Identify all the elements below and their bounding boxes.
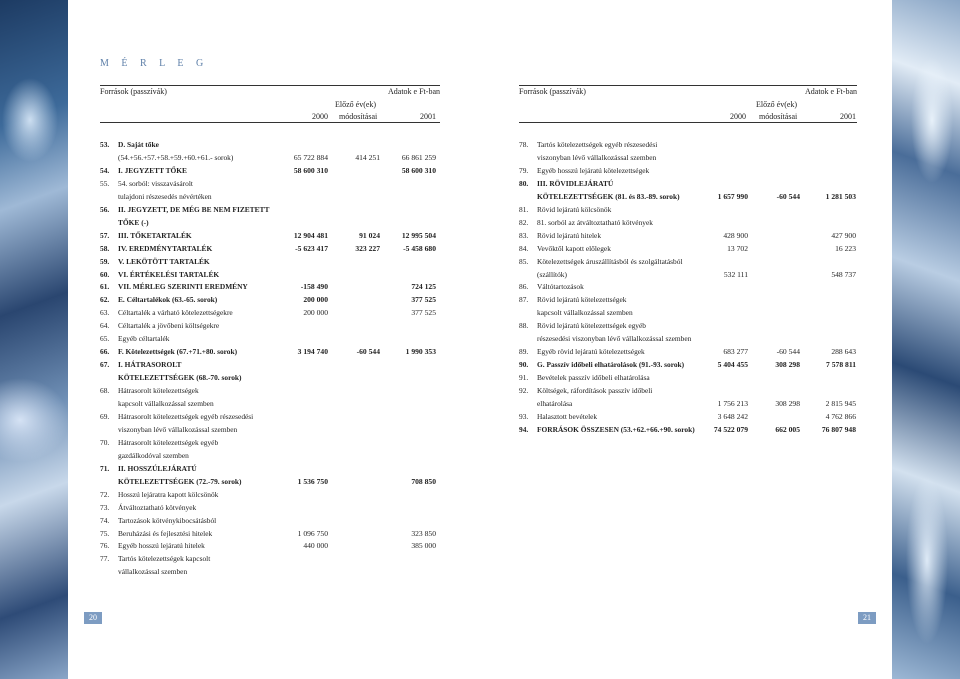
row-label: Bevételek passzív időbeli elhatárolása [537, 373, 650, 383]
row-number: 62. [100, 295, 110, 305]
row-label: Egyéb rövid lejáratú kötelezettségek [537, 347, 645, 357]
value-modification: 662 005 [775, 424, 800, 434]
row-number: 81. [519, 204, 529, 214]
value-2001: 12 995 504 [401, 230, 436, 240]
value-modification: -60 544 [356, 347, 380, 357]
year-2000-header: 2000 [312, 112, 328, 121]
row-label: gazdálkodóval szemben [118, 450, 189, 460]
row-label: Vevőktől kapott előlegek [537, 243, 611, 253]
row-label: III. TŐKETARTALÉK [118, 230, 192, 240]
value-2000: 3 648 242 [717, 411, 748, 421]
row-number: 70. [100, 437, 110, 447]
value-2000: 440 000 [303, 541, 328, 551]
value-2000: -158 490 [300, 282, 328, 292]
row-number: 66. [100, 347, 110, 357]
left-photo-strip [0, 0, 68, 679]
row-label: KÖTELEZETTSÉGEK (68.-70. sorok) [118, 373, 242, 383]
value-2001: 76 807 948 [821, 424, 856, 434]
row-label: Egyéb céltartalék [118, 334, 170, 344]
units-header: Adatok e Ft-ban [388, 87, 440, 96]
row-label: viszonyban lévő vállalkozással szemben [118, 424, 238, 434]
row-label: KÖTELEZETTSÉGEK (81. és 83.-89. sorok) [537, 191, 680, 201]
value-2000: 13 702 [727, 243, 748, 253]
row-number: 56. [100, 204, 110, 214]
right-photo-strip [892, 0, 960, 679]
value-2001: 377 525 [411, 308, 436, 318]
row-label: Egyéb hosszú lejáratú hitelek [118, 541, 205, 551]
value-2000: 74 522 079 [713, 424, 748, 434]
row-number: 78. [519, 140, 529, 149]
row-label: Céltartalék a várható kötelezettségekre [118, 308, 233, 318]
row-label: III. RÖVIDLEJÁRATÚ [537, 178, 614, 188]
row-number: 69. [100, 411, 110, 421]
row-label: részesedési viszonyban lévő vállalkozással szemben [537, 334, 692, 344]
value-modification: -60 544 [776, 191, 800, 201]
value-2001: -5 458 680 [403, 243, 436, 253]
row-label: Átváltoztatható kötvények [118, 502, 197, 512]
row-number: 84. [519, 243, 529, 253]
value-2001: 1 281 503 [825, 191, 856, 201]
row-number: 68. [100, 386, 110, 396]
row-label: I. HÁTRASOROLT [118, 360, 182, 370]
row-number: 91. [519, 373, 529, 383]
row-number: 92. [519, 386, 529, 396]
row-label: F. Kötelezettségek (67.+71.+80. sorok) [118, 347, 238, 357]
row-label: Költségek, ráfordítások passzív időbeli [537, 386, 653, 396]
value-2000: 3 194 740 [297, 347, 328, 357]
value-modification: 323 227 [355, 243, 380, 253]
value-2000: 532 111 [723, 269, 748, 279]
value-2000: 200 000 [303, 295, 328, 305]
row-label: Rövid lejáratú kölcsönök [537, 204, 612, 214]
row-label: Egyéb hosszú lejáratú kötelezettségek [537, 165, 650, 175]
value-2000: 65 722 884 [293, 152, 328, 162]
value-2001: 548 737 [831, 269, 856, 279]
value-2001: 288 643 [831, 347, 856, 357]
row-number: 63. [100, 308, 110, 318]
value-2001: 385 000 [411, 541, 436, 551]
row-label: E. Céltartalékok (63.-65. sorok) [118, 295, 218, 305]
value-2001: 66 861 259 [401, 152, 436, 162]
row-label: Hosszú lejáratra kapott kölcsönök [118, 489, 219, 499]
value-2001: 323 850 [411, 528, 436, 538]
row-label: Tartós kötelezettségek egyéb részesedési [537, 140, 658, 149]
sources-header: Források (passzívák) [100, 87, 167, 96]
year-2000-header: 2000 [730, 112, 746, 121]
row-number: 80. [519, 178, 529, 188]
row-number: 61. [100, 282, 110, 292]
row-label: vállalkozással szemben [118, 567, 188, 577]
row-number: 65. [100, 334, 110, 344]
value-2001: 708 850 [411, 476, 436, 486]
value-2001: 377 525 [411, 295, 436, 305]
value-2000: -5 623 417 [295, 243, 328, 253]
row-number: 85. [519, 256, 529, 266]
prev-year-header: Előző év(ek) [335, 100, 377, 109]
row-number: 58. [100, 243, 110, 253]
row-label: elhatárolása [537, 399, 573, 408]
value-2001: 427 900 [831, 230, 856, 240]
row-label: Rövid lejáratú hitelek [537, 230, 602, 240]
row-label: IV. EREDMÉNYTARTALÉK [118, 243, 213, 253]
row-label: Halasztott bevételek [537, 411, 598, 421]
value-2000: 1 096 750 [297, 528, 328, 538]
row-label: Kötelezettségek áruszállításból és szolgáltatásból [537, 256, 683, 266]
row-label: tulajdoni részesedés névértéken [118, 191, 212, 201]
value-2001: 16 223 [835, 243, 856, 253]
units-header: Adatok e Ft-ban [805, 87, 857, 96]
row-number: 86. [519, 282, 529, 292]
modification-header: módosításai [339, 112, 378, 121]
value-modification: -60 544 [776, 347, 800, 357]
row-number: 72. [100, 489, 110, 499]
row-label: kapcsolt vállalkozással szemben [118, 399, 214, 408]
row-number: 94. [519, 424, 529, 434]
value-2000: 1 756 213 [717, 399, 748, 408]
value-2001: 4 762 866 [825, 411, 856, 421]
value-modification: 414 251 [355, 152, 380, 162]
row-label: V. LEKÖTÖTT TARTALÉK [118, 256, 210, 266]
row-number: 67. [100, 360, 110, 370]
row-number: 71. [100, 463, 110, 473]
year-2001-header: 2001 [420, 112, 436, 121]
value-modification: 91 024 [359, 230, 380, 240]
value-2001: 58 600 310 [401, 165, 436, 175]
row-label: Céltartalék a jövőbeni költségekre [118, 321, 220, 331]
row-label: FORRÁSOK ÖSSZESEN (53.+62.+66.+90. sorok) [537, 424, 695, 434]
row-number: 93. [519, 411, 529, 421]
prev-year-header: Előző év(ek) [756, 100, 798, 109]
value-2000: 200 000 [303, 308, 328, 318]
page-number-right: 21 [858, 612, 876, 624]
row-label: Rövid lejáratú kötelezettségek [537, 295, 627, 305]
row-label: Hátrasorolt kötelezettségek egyéb részesedési [118, 411, 254, 421]
row-number: 77. [100, 554, 110, 564]
row-number: 59. [100, 256, 110, 266]
year-2001-header: 2001 [840, 112, 856, 121]
row-label: Rövid lejáratú kötelezettségek egyéb [537, 321, 646, 331]
page-number-left: 20 [84, 612, 102, 624]
row-number: 88. [519, 321, 529, 331]
value-2001: 1 990 353 [405, 347, 436, 357]
value-2001: 724 125 [411, 282, 436, 292]
row-number: 75. [100, 528, 110, 538]
value-2000: 5 404 455 [717, 360, 748, 370]
row-label: (54.+56.+57.+58.+59.+60.+61.- sorok) [118, 152, 234, 162]
row-number: 55. [100, 178, 110, 188]
row-label: II. JEGYZETT, DE MÉG BE NEM FIZETETT [118, 204, 270, 214]
value-2001: 2 815 945 [825, 399, 856, 408]
row-label: Tartós kötelezettségek kapcsolt [118, 554, 211, 564]
row-label: Beruházási és fejlesztési hitelek [118, 528, 213, 538]
row-label: 54. sorból: visszavásárolt [118, 178, 193, 188]
row-label: TŐKE (-) [118, 217, 149, 227]
value-modification: 308 298 [775, 360, 800, 370]
row-label: viszonyban lévő vállalkozással szemben [537, 152, 657, 162]
row-label: I. JEGYZETT TŐKE [118, 165, 187, 175]
row-label: VI. ÉRTÉKELÉSI TARTALÉK [118, 269, 220, 279]
row-number: 82. [519, 217, 529, 227]
sources-header: Források (passzívák) [519, 87, 586, 96]
row-number: 83. [519, 230, 529, 240]
row-number: 87. [519, 295, 529, 305]
row-label: (szállítók) [537, 269, 567, 279]
row-label: Váltótartozások [537, 282, 584, 292]
row-label: KÖTELEZETTSÉGEK (72.-79. sorok) [118, 476, 242, 486]
row-number: 54. [100, 165, 110, 175]
row-label: D. Saját tőke [118, 140, 159, 149]
row-label: kapcsolt vállalkozással szemben [537, 308, 633, 318]
row-number: 74. [100, 515, 110, 525]
row-label: Tartozások kötvénykibocsátásból [118, 515, 217, 525]
row-number: 90. [519, 360, 529, 370]
row-number: 89. [519, 347, 529, 357]
row-label: 81. sorból az átváltoztatható kötvények [537, 217, 653, 227]
row-number: 53. [100, 140, 110, 149]
page-title: M É R L E G [100, 58, 209, 69]
row-number: 79. [519, 165, 529, 175]
row-number: 76. [100, 541, 110, 551]
value-2000: 12 904 481 [293, 230, 328, 240]
row-label: Hátrasorolt kötelezettségek egyéb [118, 437, 219, 447]
row-number: 60. [100, 269, 110, 279]
row-label: VII. MÉRLEG SZERINTI EREDMÉNY [118, 282, 248, 292]
value-2000: 1 657 990 [717, 191, 748, 201]
modification-header: módosításai [759, 112, 798, 121]
row-number: 73. [100, 502, 110, 512]
value-2000: 58 600 310 [293, 165, 328, 175]
value-2000: 1 536 750 [297, 476, 328, 486]
value-modification: 308 298 [775, 399, 800, 408]
row-number: 64. [100, 321, 110, 331]
value-2001: 7 578 811 [826, 360, 856, 370]
row-label: II. HOSSZÚLEJÁRATÚ [118, 463, 197, 473]
value-2000: 428 900 [723, 230, 748, 240]
row-label: Hátrasorolt kötelezettségek [118, 386, 199, 396]
row-label: G. Passzív időbeli elhatárolások (91.-93. sorok) [537, 360, 685, 370]
row-number: 57. [100, 230, 110, 240]
value-2000: 683 277 [723, 347, 748, 357]
